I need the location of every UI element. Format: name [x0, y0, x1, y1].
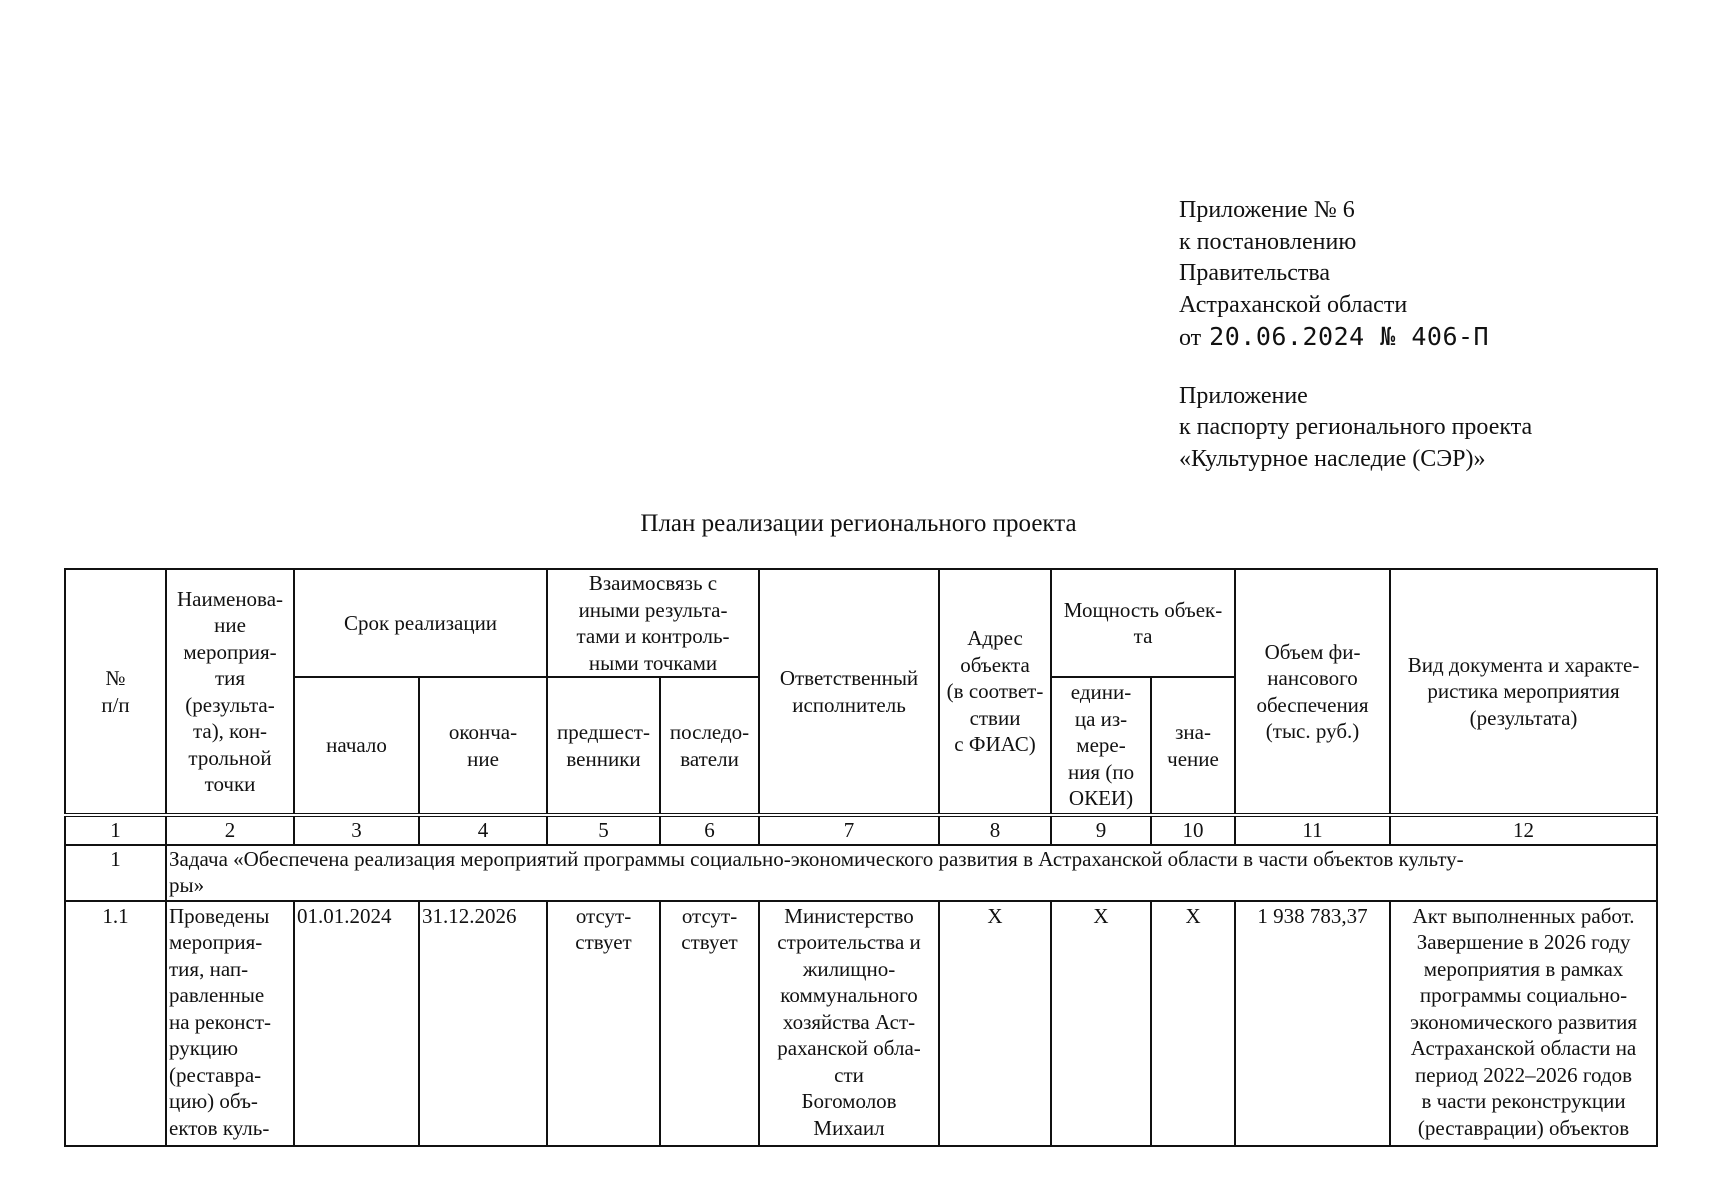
- column-number: 11: [1235, 815, 1390, 845]
- header-value: зна- чение: [1151, 677, 1235, 815]
- column-number: 10: [1151, 815, 1235, 845]
- item-num: 1.1: [65, 901, 166, 1146]
- task-num: 1: [65, 845, 166, 901]
- appendix-date-line: [1179, 321, 1532, 355]
- header-predecessors: предшест- венники: [547, 677, 660, 815]
- item-unit: X: [1051, 901, 1151, 1146]
- date-number-stamp: 20.06.2024 № 406-П: [1209, 322, 1490, 351]
- header-period-end: оконча- ние: [419, 677, 547, 815]
- header-doc-type: Вид документа и характе- ристика мероприятия (результата): [1390, 569, 1657, 815]
- column-number: 7: [759, 815, 939, 845]
- item-executor: Министерство строительства и жилищно- коммунального хозяйства Аст- раханской обла- сти Богомолов Михаил: [759, 901, 939, 1146]
- column-number-row: [65, 815, 1657, 845]
- column-number: 4: [419, 815, 547, 845]
- item-address: X: [939, 901, 1051, 1146]
- appendix-line: Астраханской области: [1179, 291, 1408, 318]
- column-number: 8: [939, 815, 1051, 845]
- spacer: [1179, 355, 1532, 381]
- column-number: 9: [1051, 815, 1151, 845]
- header-relation: Взаимосвязь с иными результа- тами и контроль- ными точками: [547, 569, 759, 677]
- header-unit: едини- ца из- мере- ния (по ОКЕИ): [1051, 677, 1151, 815]
- date-prefix: от: [1179, 325, 1202, 351]
- item-funding: 1 938 783,37: [1235, 901, 1390, 1146]
- header-period: Срок реализации: [294, 569, 547, 677]
- task-text: Задача «Обеспечена реализация мероприятий программы социально-экономического развития в Астраханской области в части объектов культу- ры»: [166, 845, 1657, 901]
- item-doc-type: Акт выполненных работ. Завершение в 2026 году мероприятия в рамках программы социально- экономического развития Астраханской области на период 2022–2026 годов в части реконструкции (реставрации) объектов: [1390, 901, 1657, 1146]
- item-end-date: 31.12.2026: [419, 901, 547, 1146]
- column-number: 1: [65, 815, 166, 845]
- column-number: 12: [1390, 815, 1657, 845]
- appendix-header: [1179, 195, 1532, 475]
- column-number: 2: [166, 815, 294, 845]
- header-num: № п/п: [65, 569, 166, 815]
- header-capacity: Мощность объек- та: [1051, 569, 1235, 677]
- header-funding: Объем фи- нансового обеспечения (тыс. руб.): [1235, 569, 1390, 815]
- header-row-1: [65, 569, 1657, 677]
- appendix-line: Правительства: [1179, 260, 1331, 286]
- column-number: 3: [294, 815, 419, 845]
- item-value: X: [1151, 901, 1235, 1146]
- item-predecessors: отсут- ствует: [547, 901, 660, 1146]
- implementation-plan-table: [64, 568, 1658, 1147]
- passport-line: к паспорту регионального проекта: [1179, 414, 1533, 440]
- table-row: [65, 901, 1657, 1146]
- task-row: [65, 845, 1657, 901]
- header-executor: Ответственный исполнитель: [759, 569, 939, 815]
- appendix-line: Приложение № 6: [1179, 197, 1355, 223]
- item-start-date: 01.01.2024: [294, 901, 419, 1146]
- item-successors: отсут- ствует: [660, 901, 759, 1146]
- item-name: Проведены мероприя- тия, нап- равленные на реконст- рукцию (реставра- цию) объ- ектов куль-: [166, 901, 294, 1146]
- column-number: 6: [660, 815, 759, 845]
- header-period-start: начало: [294, 677, 419, 815]
- header-successors: последо- ватели: [660, 677, 759, 815]
- passport-line: «Культурное наследие (СЭР)»: [1179, 445, 1486, 472]
- header-name: Наименова- ние мероприя- тия (результа- та), кон- трольной точки: [166, 569, 294, 815]
- document-title: План реализации регионального проекта: [640, 510, 1077, 537]
- appendix-line: к постановлению: [1179, 228, 1357, 255]
- column-number: 5: [547, 815, 660, 845]
- header-address: Адрес объекта (в соответ- ствии с ФИАС): [939, 569, 1051, 815]
- passport-line: Приложение: [1179, 382, 1308, 409]
